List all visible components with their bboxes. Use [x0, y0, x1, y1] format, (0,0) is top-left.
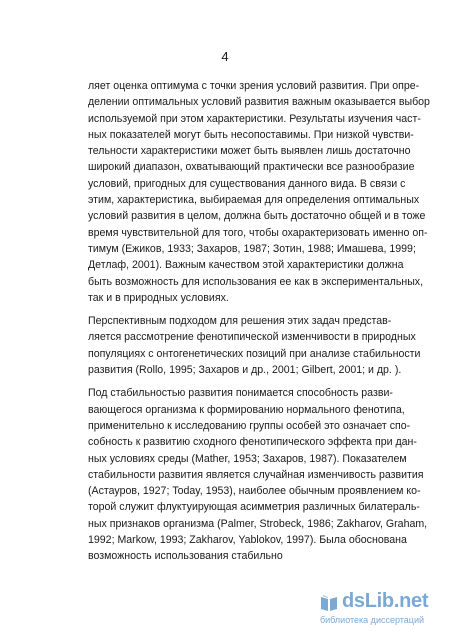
text-line: Перспективным подходом для решения этих задач представ-: [88, 315, 392, 328]
text-line: ляет оценка оптимума с точки зрения условий развития. При опре-: [88, 80, 420, 92]
book-logo-icon: [318, 592, 340, 614]
text-line: торой служит флуктуирующая асимметрия различных билатераль-: [88, 501, 420, 514]
paragraph-gap: [88, 306, 390, 313]
text-line: ных условиях среды (Mather, 1953; Захаров, 1987). Показателем: [88, 452, 407, 465]
text-line: вающегося организма к формированию нормального фенотипа,: [88, 403, 405, 416]
text-line: ных показателей могут быть несопоставимы. При низкой чувстви-: [88, 128, 414, 141]
body-text: [88, 78, 430, 565]
watermark: [318, 592, 436, 628]
paragraph: [88, 313, 421, 378]
text-line: популяциях с онтогенетических позиций при анализе стабильности: [88, 347, 421, 360]
watermark-brand: dsLib.net: [342, 590, 429, 612]
text-line: делении оптимальных условий развития важным оказывается выбор: [88, 96, 430, 109]
text-line: развития (Rollo, 1995; Захаров и др., 2001; Gilbert, 2001; и др. ).: [88, 364, 402, 377]
text-line: время чувствительной для того, чтобы охарактеризовать именно оп-: [88, 226, 428, 239]
text-line: собность к развитию сходного фенотипического эффекта при дан-: [88, 436, 417, 449]
text-line: этим, характеристика, выбираемая для определения оптимальных: [88, 194, 420, 207]
text-line: (Астауров, 1927; Today, 1953), наиболее обычным проявлением ко-: [88, 485, 421, 498]
text-line: условий, пригодных для существования данного вида. В связи с: [88, 177, 406, 190]
text-line: широкий диапазон, охватывающий практически все разнообразие: [88, 161, 415, 174]
page-number: 4: [221, 49, 229, 64]
text-line: 1992; Markow, 1993; Zakharov, Yablokov, 1997). Была обоснована: [88, 534, 407, 547]
text-line: тельности характеристики может быть выявлен лишь достаточно: [88, 145, 411, 158]
text-line: применительно к исследованию группы особей это означает спо-: [88, 419, 411, 432]
text-line: быть возможность для использования ее как в экспериментальных,: [88, 275, 424, 288]
paragraph: [88, 385, 428, 564]
text-line: Под стабильностью развития понимается способность разви-: [88, 387, 393, 400]
text-line: ляется рассмотрение фенотипической изменчивости в природных: [88, 331, 416, 344]
text-line: Детлаф, 2001). Важным качеством этой характеристики должна: [88, 259, 404, 272]
text-line: условий развития в целом, должна быть достаточно общей и в тоже: [88, 210, 426, 223]
text-line: возможность использования стабильно: [88, 550, 283, 563]
text-line: используемой при этом характеристики. Результаты изучения част-: [88, 112, 421, 125]
paragraph: [88, 78, 430, 306]
watermark-subtitle: библиотека диссертаций: [320, 615, 425, 625]
text-line: так и в природных условиях.: [88, 291, 229, 304]
paragraph-gap: [88, 378, 390, 385]
text-line: стабильности развития является случайная изменчивость развития: [88, 468, 424, 481]
text-line: ных признаков организма (Palmer, Strobeck, 1986; Zakharov, Graham,: [88, 517, 428, 530]
text-line: тимум (Ежиков, 1933; Захаров, 1987; Зотин, 1988; Имашева, 1999;: [88, 242, 416, 255]
